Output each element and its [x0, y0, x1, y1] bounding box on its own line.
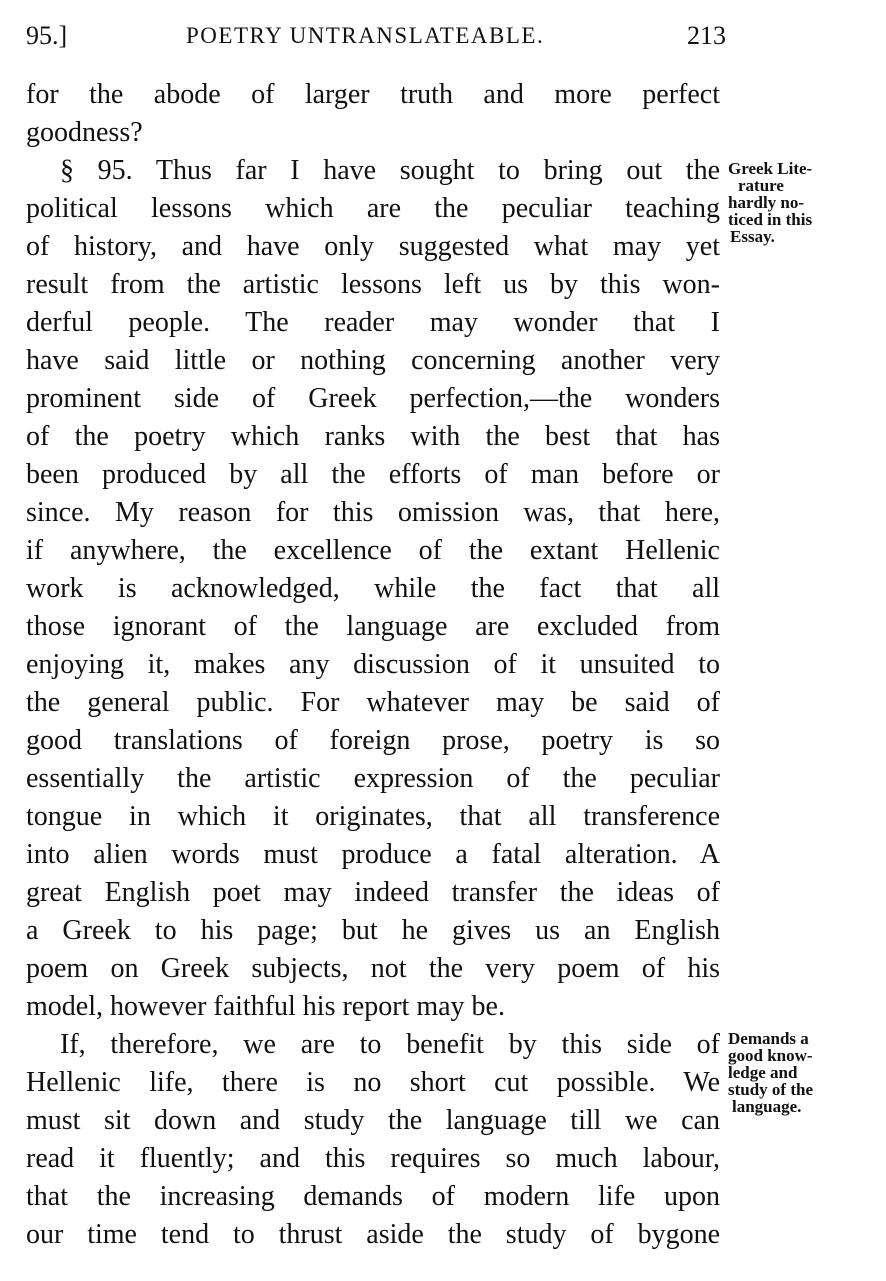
text-line: must sit down and study the language till we can — [26, 1105, 720, 1136]
margin-note-demands-knowledge — [728, 1030, 846, 1115]
margin-note-line: rature — [738, 176, 784, 195]
text-line: derful people. The reader may wonder that I — [26, 307, 720, 338]
running-header — [26, 18, 726, 54]
text-line: of the poetry which ranks with the best that has — [26, 421, 720, 452]
text-line: since. My reason for this omission was, that here, — [26, 497, 720, 528]
text-line: those ignorant of the language are excluded from — [26, 611, 720, 642]
margin-note-line: language. — [732, 1097, 802, 1116]
text-line: essentially the artistic expression of the peculiar — [26, 763, 720, 794]
text-line: If, therefore, we are to benefit by this side of — [60, 1029, 720, 1060]
text-line: model, however faithful his report may be. — [26, 991, 505, 1022]
text-line: our time tend to thrust aside the study of bygone — [26, 1219, 720, 1250]
margin-note-line: Essay. — [730, 227, 775, 246]
text-line: tongue in which it originates, that all transference — [26, 801, 720, 832]
text-line: that the increasing demands of modern life upon — [26, 1181, 720, 1212]
text-line: good translations of foreign prose, poetry is so — [26, 725, 720, 756]
section-reference: 95.] — [26, 21, 68, 50]
text-line: read it fluently; and this requires so much labour, — [26, 1143, 720, 1174]
margin-note-line: Greek Lite- — [728, 159, 813, 178]
margin-note-line: study of the — [728, 1080, 814, 1099]
text-line: into alien words must produce a fatal alteration. A — [26, 839, 720, 870]
text-line: have said little or nothing concerning another very — [26, 345, 720, 376]
text-line: the general public. For whatever may be said of — [26, 687, 720, 718]
text-line: prominent side of Greek perfection,—the wonders — [26, 383, 720, 414]
margin-note-greek-literature — [728, 160, 846, 245]
text-line: Hellenic life, there is no short cut possible. We — [26, 1067, 720, 1098]
margin-note-line: hardly no- — [728, 193, 805, 212]
text-line: of history, and have only suggested what may yet — [26, 231, 720, 262]
margin-note-line: good know- — [728, 1046, 813, 1065]
text-line: for the abode of larger truth and more perfect — [26, 79, 720, 110]
text-line: been produced by all the efforts of man before or — [26, 459, 720, 490]
margin-note-line: Demands a — [728, 1029, 809, 1048]
text-line: great English poet may indeed transfer the ideas of — [26, 877, 720, 908]
margin-note-line: ticed in this — [728, 210, 813, 229]
text-line: § 95. Thus far I have sought to bring out the — [60, 155, 720, 186]
text-line: poem on Greek subjects, not the very poem of his — [26, 953, 720, 984]
text-line: goodness? — [26, 117, 143, 148]
page-number: 213 — [687, 21, 726, 50]
text-line: result from the artistic lessons left us by this won- — [26, 269, 720, 300]
margin-note-line: ledge and — [728, 1063, 798, 1082]
text-line: work is acknowledged, while the fact that all — [26, 573, 720, 604]
text-line: political lessons which are the peculiar teaching — [26, 193, 720, 224]
running-title: POETRY UNTRANSLATEABLE. — [186, 23, 545, 48]
text-line: a Greek to his page; but he gives us an English — [26, 915, 720, 946]
text-line: if anywhere, the excellence of the extant Hellenic — [26, 535, 720, 566]
text-line: enjoying it, makes any discussion of it unsuited to — [26, 649, 720, 680]
